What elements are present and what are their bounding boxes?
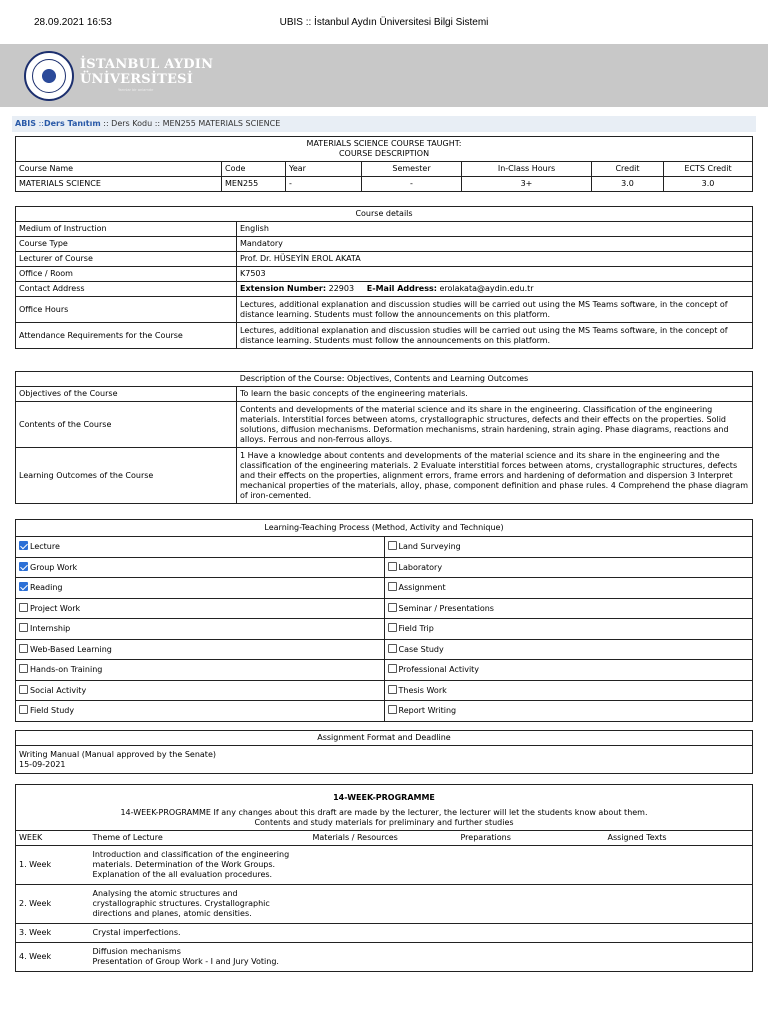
course-hours-value: 3+ bbox=[462, 177, 592, 192]
assignment-details bbox=[16, 746, 753, 774]
process-row bbox=[16, 701, 753, 722]
week-theme bbox=[90, 846, 310, 885]
breadcrumb-ders-tanitim[interactable]: Ders Tanıtım bbox=[43, 119, 101, 128]
weekly-programme-table bbox=[15, 784, 753, 972]
process-row bbox=[16, 537, 753, 558]
description-title: Description of the Course: Objectives, Contents and Learning Outcomes bbox=[16, 372, 753, 387]
attendance-label: Attendance Requirements for the Course bbox=[16, 323, 237, 349]
description-row bbox=[16, 402, 753, 448]
week-empty-cell bbox=[458, 924, 605, 943]
office-hours-label: Office Hours bbox=[16, 297, 237, 323]
process-option bbox=[384, 557, 753, 578]
attendance-value: Lectures, additional explanation and discussion studies will be carried out using the MS Teams software, in the concept of distance learning. Students must follow the announcements on this platform. bbox=[237, 323, 753, 349]
week-theme-line: directions and planes, atomic densities. bbox=[92, 909, 252, 918]
process-option bbox=[16, 680, 385, 701]
process-option bbox=[384, 680, 753, 701]
breadcrumb-current: :: Ders Kodu :: MEN255 MATERIALS SCIENCE bbox=[100, 119, 281, 128]
process-row bbox=[16, 639, 753, 660]
week-label: 2. Week bbox=[16, 885, 90, 924]
process-row bbox=[16, 660, 753, 681]
process-checkbox[interactable] bbox=[19, 664, 28, 673]
detail-row bbox=[16, 222, 753, 237]
process-option bbox=[384, 660, 753, 681]
week-theme-line: materials. Determination of the Work Groups. bbox=[92, 860, 276, 869]
process-checkbox[interactable] bbox=[388, 562, 397, 571]
course-summary-header-row bbox=[16, 162, 753, 177]
col-year: Year bbox=[286, 162, 362, 177]
week-empty-cell bbox=[605, 924, 753, 943]
process-option bbox=[16, 537, 385, 558]
process-option-label: Field Trip bbox=[398, 624, 434, 634]
process-option bbox=[384, 619, 753, 640]
week-label: 3. Week bbox=[16, 924, 90, 943]
process-checkbox[interactable] bbox=[388, 664, 397, 673]
process-option-label: Lecture bbox=[30, 542, 60, 552]
process-option-label: Assignment bbox=[398, 583, 446, 593]
week-theme-line: Explanation of the all evaluation procedures. bbox=[92, 870, 273, 879]
detail-label: Office / Room bbox=[16, 267, 237, 282]
col-assigned-texts: Assigned Texts bbox=[605, 831, 753, 846]
process-option bbox=[16, 660, 385, 681]
course-semester-value: - bbox=[362, 177, 462, 192]
week-empty-cell bbox=[310, 924, 458, 943]
contact-label: Contact Address bbox=[16, 282, 237, 297]
week-empty-cell bbox=[310, 885, 458, 924]
process-checkbox[interactable] bbox=[19, 705, 28, 714]
col-preparations: Preparations bbox=[458, 831, 605, 846]
detail-value: K7503 bbox=[237, 267, 753, 282]
week-empty-cell bbox=[605, 885, 753, 924]
process-checkbox[interactable] bbox=[388, 541, 397, 550]
col-in-class-hours: In-Class Hours bbox=[462, 162, 592, 177]
attendance-row bbox=[16, 323, 753, 349]
detail-value: Mandatory bbox=[237, 237, 753, 252]
process-option-label: Laboratory bbox=[398, 562, 443, 572]
week-row bbox=[16, 885, 753, 924]
process-option bbox=[384, 598, 753, 619]
logo-line2: ÜNİVERSİTESİ bbox=[80, 72, 194, 87]
process-option-label: Internship bbox=[30, 624, 71, 634]
detail-row bbox=[16, 252, 753, 267]
course-name-value: MATERIALS SCIENCE bbox=[16, 177, 222, 192]
course-summary-table bbox=[15, 136, 753, 192]
week-empty-cell bbox=[458, 943, 605, 972]
week-theme-line: Analysing the atomic structures and bbox=[92, 889, 238, 898]
learning-process-table bbox=[15, 519, 753, 722]
course-details-table bbox=[15, 206, 753, 349]
print-datetime: 28.09.2021 16:53 bbox=[34, 17, 112, 28]
process-checkbox[interactable] bbox=[19, 623, 28, 632]
week-label: 4. Week bbox=[16, 943, 90, 972]
col-theme: Theme of Lecture bbox=[90, 831, 310, 846]
process-row bbox=[16, 680, 753, 701]
process-row bbox=[16, 619, 753, 640]
process-checkbox[interactable] bbox=[388, 644, 397, 653]
week-theme-line: Introduction and classification of the engineering bbox=[92, 850, 290, 859]
email-address-link[interactable]: erolakata@aydin.edu.tr bbox=[439, 284, 534, 293]
course-title-line1: MATERIALS SCIENCE COURSE TAUGHT: bbox=[306, 139, 462, 148]
course-credit-value: 3.0 bbox=[592, 177, 664, 192]
process-checkbox[interactable] bbox=[388, 603, 397, 612]
process-checkbox[interactable] bbox=[19, 562, 28, 571]
process-option-label: Thesis Work bbox=[398, 685, 447, 695]
university-seal-icon[interactable] bbox=[24, 51, 74, 101]
process-option-label: Professional Activity bbox=[398, 665, 480, 675]
process-option-label: Land Surveying bbox=[398, 542, 461, 552]
process-option-label: Seminar / Presentations bbox=[398, 603, 494, 613]
print-page-title: UBIS :: İstanbul Aydın Üniversitesi Bilgi Sistemi bbox=[279, 17, 489, 28]
outcomes-value: 1 Have a knowledge about contents and developments of the material science and its share in the engineering and the classification of the engineering materials. 2 Evaluate interstitial forces between atoms, crystallographic structures, defects and their effects on the properties, alignment errors, frame errors and hardening of deformation and dispersion 3 Interpret mechanical properties of the materials, alloy, phase, component definition and phase rules. 4 Comprehend the phase diagram of iron-cemented. bbox=[237, 448, 753, 504]
course-ects-value: 3.0 bbox=[664, 177, 753, 192]
contact-row bbox=[16, 282, 753, 297]
objectives-label: Objectives of the Course bbox=[16, 387, 237, 402]
detail-value: English bbox=[237, 222, 753, 237]
process-checkbox[interactable] bbox=[388, 685, 397, 694]
process-option bbox=[16, 639, 385, 660]
process-checkbox[interactable] bbox=[19, 685, 28, 694]
course-description-table bbox=[15, 371, 753, 504]
process-row bbox=[16, 598, 753, 619]
email-label: E-Mail Address: bbox=[366, 284, 437, 293]
process-option bbox=[16, 578, 385, 599]
process-option-label: Web-Based Learning bbox=[30, 644, 112, 654]
objectives-value: To learn the basic concepts of the engineering materials. bbox=[237, 387, 753, 402]
contact-value bbox=[237, 282, 753, 297]
col-course-name: Course Name bbox=[16, 162, 222, 177]
course-year-value: - bbox=[286, 177, 362, 192]
process-option bbox=[16, 619, 385, 640]
process-option-label: Case Study bbox=[398, 644, 444, 654]
col-code: Code bbox=[222, 162, 286, 177]
process-option-label: Field Study bbox=[30, 706, 75, 716]
process-option-label: Social Activity bbox=[30, 685, 87, 695]
week-empty-cell bbox=[310, 846, 458, 885]
process-checkbox[interactable] bbox=[19, 603, 28, 612]
print-header bbox=[0, 17, 768, 31]
process-checkbox[interactable] bbox=[388, 705, 397, 714]
programme-header-row bbox=[16, 831, 753, 846]
process-row bbox=[16, 578, 753, 599]
breadcrumb-sep: :: bbox=[36, 119, 44, 128]
assignment-deadline: 15-09-2021 bbox=[19, 759, 66, 769]
week-empty-cell bbox=[605, 943, 753, 972]
process-checkbox[interactable] bbox=[19, 541, 28, 550]
process-checkbox[interactable] bbox=[388, 623, 397, 632]
week-empty-cell bbox=[458, 885, 605, 924]
detail-row bbox=[16, 237, 753, 252]
description-row bbox=[16, 387, 753, 402]
process-checkbox[interactable] bbox=[19, 644, 28, 653]
detail-row bbox=[16, 267, 753, 282]
programme-note-1: 14-WEEK-PROGRAMME If any changes about this draft are made by the lecturer, the lecturer will let the students know about them. bbox=[120, 808, 648, 817]
detail-label: Medium of Instruction bbox=[16, 222, 237, 237]
process-option bbox=[16, 701, 385, 722]
process-title: Learning-Teaching Process (Method, Activity and Technique) bbox=[16, 520, 753, 537]
process-option-label: Project Work bbox=[30, 603, 81, 613]
process-option bbox=[16, 557, 385, 578]
contents-value: Contents and developments of the material science and its share in the engineering. Classification of the engineering materials. Interstitial forces between atoms, crystallographic structures, defects and their effects on the properties. Solid solutions, diffusion mechanisms. Deformation mechanisms, strain hardening, strain aging. Phase diagrams, reactions and alloys. Ferrous and non-ferrous alloys. bbox=[237, 402, 753, 448]
process-option-label: Report Writing bbox=[398, 706, 457, 716]
week-theme bbox=[90, 924, 310, 943]
university-banner bbox=[0, 44, 768, 107]
detail-value: Prof. Dr. HÜSEYİN EROL AKATA bbox=[237, 252, 753, 267]
breadcrumb-root[interactable]: ABIS bbox=[15, 119, 37, 128]
process-option-label: Reading bbox=[30, 583, 63, 593]
week-theme-line: Crystal imperfections. bbox=[92, 928, 181, 937]
week-row bbox=[16, 846, 753, 885]
office-hours-value: Lectures, additional explanation and discussion studies will be carried out using the MS Teams software, in the concept of distance learning. Students must follow the announcements on this platform. bbox=[237, 297, 753, 323]
detail-label: Course Type bbox=[16, 237, 237, 252]
col-ects-credit: ECTS Credit bbox=[664, 162, 753, 177]
week-row bbox=[16, 924, 753, 943]
extension-label: Extension Number: bbox=[240, 284, 327, 293]
process-option-label: Group Work bbox=[30, 562, 78, 572]
week-row bbox=[16, 943, 753, 972]
logo-tagline: Yarınlar bir anlamdır bbox=[118, 88, 154, 92]
col-semester: Semester bbox=[362, 162, 462, 177]
course-title-line2: COURSE DESCRIPTION bbox=[338, 149, 430, 158]
course-code-value: MEN255 bbox=[222, 177, 286, 192]
programme-title: 14-WEEK-PROGRAMME bbox=[333, 793, 435, 802]
process-option bbox=[384, 701, 753, 722]
week-empty-cell bbox=[605, 846, 753, 885]
detail-label: Lecturer of Course bbox=[16, 252, 237, 267]
week-theme bbox=[90, 885, 310, 924]
assignment-title: Assignment Format and Deadline bbox=[16, 731, 753, 746]
description-row bbox=[16, 448, 753, 504]
programme-header bbox=[16, 785, 753, 831]
col-materials: Materials / Resources bbox=[310, 831, 458, 846]
week-label: 1. Week bbox=[16, 846, 90, 885]
logo-line1: İSTANBUL AYDIN bbox=[80, 57, 214, 72]
week-empty-cell bbox=[310, 943, 458, 972]
week-empty-cell bbox=[458, 846, 605, 885]
extension-number: 22903 bbox=[328, 284, 355, 293]
office-hours-row bbox=[16, 297, 753, 323]
course-summary-title bbox=[16, 137, 753, 162]
university-logo-text[interactable] bbox=[80, 57, 213, 87]
outcomes-label: Learning Outcomes of the Course bbox=[16, 448, 237, 504]
breadcrumb bbox=[12, 116, 756, 132]
course-details-title: Course details bbox=[16, 207, 753, 222]
assignment-table bbox=[15, 730, 753, 774]
process-checkbox[interactable] bbox=[388, 582, 397, 591]
process-option bbox=[384, 639, 753, 660]
process-option bbox=[16, 598, 385, 619]
programme-note-2: Contents and study materials for preliminary and further studies bbox=[254, 818, 514, 827]
process-option bbox=[384, 537, 753, 558]
col-credit: Credit bbox=[592, 162, 664, 177]
process-option-label: Hands-on Training bbox=[30, 665, 103, 675]
process-checkbox[interactable] bbox=[19, 582, 28, 591]
assignment-format: Writing Manual (Manual approved by the Senate) bbox=[19, 749, 216, 759]
course-summary-value-row bbox=[16, 177, 753, 192]
week-theme-line: Presentation of Group Work - I and Jury Voting. bbox=[92, 957, 279, 966]
contents-label: Contents of the Course bbox=[16, 402, 237, 448]
process-option bbox=[384, 578, 753, 599]
week-theme bbox=[90, 943, 310, 972]
week-theme-line: Diffusion mechanisms bbox=[92, 947, 181, 956]
week-theme-line: crystallographic structures. Crystallographic bbox=[92, 899, 270, 908]
col-week: WEEK bbox=[16, 831, 90, 846]
process-row bbox=[16, 557, 753, 578]
